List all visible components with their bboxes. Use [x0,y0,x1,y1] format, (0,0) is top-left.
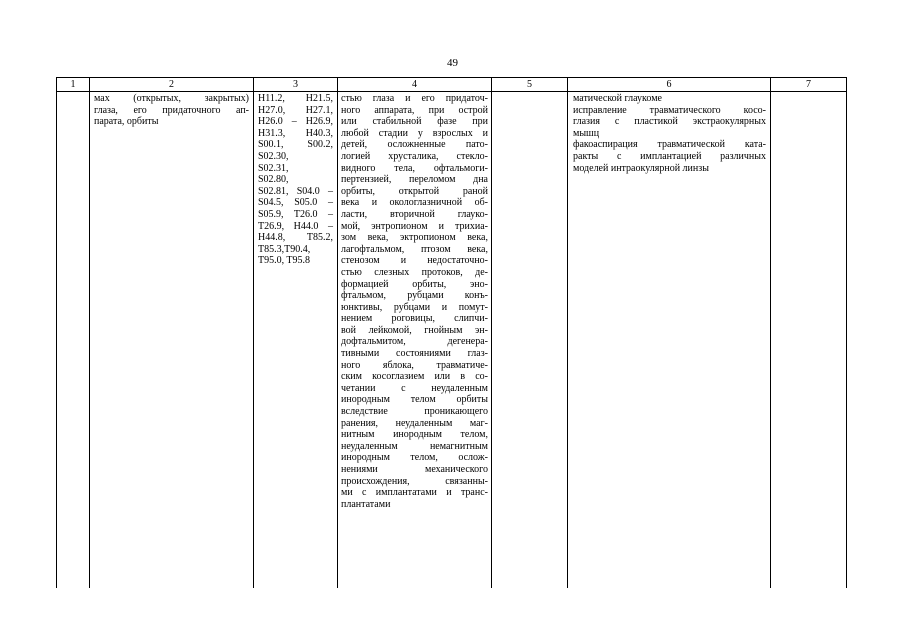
text-line: S05.9, T26.0 – [258,208,333,220]
cell-model-description [338,92,492,589]
text-line: H27.0, H27.1, [258,104,333,116]
text-line: глазия с пластикой экстраокулярных [573,116,766,128]
text-line: S00.1, S00.2, [258,139,333,151]
text-line: парата, орбиты [94,116,159,128]
text-line: зом века, эктропионом века, [341,232,488,244]
header-col-6: 6 [568,78,771,92]
text-line: глаза, его придаточного ап- [94,104,249,116]
text-line: S02.81, S04.0 – [258,185,333,197]
text-line: нитным инородным телом, [341,429,488,441]
text-line: ми с имплантатами и транс- [341,487,488,499]
text-line: юнктивы, рубцами и помут- [341,301,488,313]
header-row [57,78,847,92]
text-line: плантатами [341,498,391,510]
text-line: лагофтальмом, птозом века, [341,243,488,255]
text-line: неудаленным немагнитным [341,440,488,452]
text-line: происхождения, связанны- [341,475,488,487]
header-col-7: 7 [771,78,847,92]
cell-col-1 [57,92,90,589]
text-line: фтальмом, рубцами конъ- [341,290,488,302]
text-line: нениями механического [341,464,488,475]
header-col-2: 2 [90,78,254,92]
text-line: пертензией, переломом дна [341,174,488,186]
text-line: стью слезных протоков, де- [341,266,488,278]
page-number: 49 [447,57,458,69]
text-line: ракты с имплантацией различных [573,150,766,162]
text-line: четании с неудаленным [341,382,488,394]
text-line: формацией орбиты, эно- [341,278,488,290]
text-line: орбиты, открытой раной [341,185,488,197]
text-line: нением роговицы, слипчи- [341,313,488,325]
text-line: T26.9, H44.0 – [258,220,333,232]
text-line: стью глаза и его придаточ- [341,93,488,104]
text-line: вой лейкомой, гнойным эн- [341,324,488,336]
header-col-4: 4 [338,78,492,92]
cell-col-7 [771,92,847,589]
text-line: инородным телом, ослож- [341,452,488,464]
text-line: мах (открытых, закрытых) [94,93,249,104]
text-line: факоаспирация травматической ката- [573,139,766,151]
text-line: матической глаукоме [573,93,662,104]
text-line: инородным телом орбиты [341,394,488,406]
text-line: ским косоглазием или в со- [341,371,488,383]
cell-diagnosis-name [90,92,254,589]
text-line: века и окологлазничной об- [341,197,488,209]
text-line: мой, энтропионом и трихиа- [341,220,488,232]
text-line: ласти, вторичной глауко- [341,208,488,220]
text-line: H11.2, H21.5, [258,93,333,104]
text-line: дофтальмитом, дегенера- [341,336,488,348]
text-line: S02.30, [258,150,289,162]
text-line: H26.0 – H26.9, [258,116,333,128]
text-line: T85.3,T90.4, [258,243,311,255]
text-line: стенозом и недостаточно- [341,255,488,267]
cell-icd-codes [254,92,338,589]
text-line: моделей интраокулярной линзы [573,162,709,174]
header-col-1: 1 [57,78,90,92]
table-row [57,92,847,589]
header-col-3: 3 [254,78,338,92]
text-line: H31.3, H40.3, [258,127,333,139]
text-line: S02.31, [258,162,289,174]
text-line: исправление травматического косо- [573,104,766,116]
cell-col-5 [492,92,568,589]
text-line: любой стадии у взрослых и [341,127,488,139]
text-line: вследствие проникающего [341,406,488,418]
text-line: T95.0, T95.8 [258,255,311,267]
medical-procedures-table [56,77,847,588]
cell-treatment-methods [568,92,771,589]
text-line: S04.5, S05.0 – [258,197,333,209]
text-line: детей, осложненные пато- [341,139,488,151]
text-line: или стабильной фазе при [341,116,488,128]
text-line: мышц [573,127,600,139]
text-line: ного аппарата, при острой [341,104,488,116]
header-col-5: 5 [492,78,568,92]
text-line: ного яблока, травматиче- [341,359,488,371]
text-line: тивными состояниями глаз- [341,348,488,360]
text-line: видного тела, офтальмоги- [341,162,488,174]
text-line: логией хрусталика, стекло- [341,150,488,162]
text-line: S02.80, [258,174,289,186]
text-line: ранения, неудаленным маг- [341,417,488,429]
text-line: H44.8, T85.2, [258,232,333,244]
